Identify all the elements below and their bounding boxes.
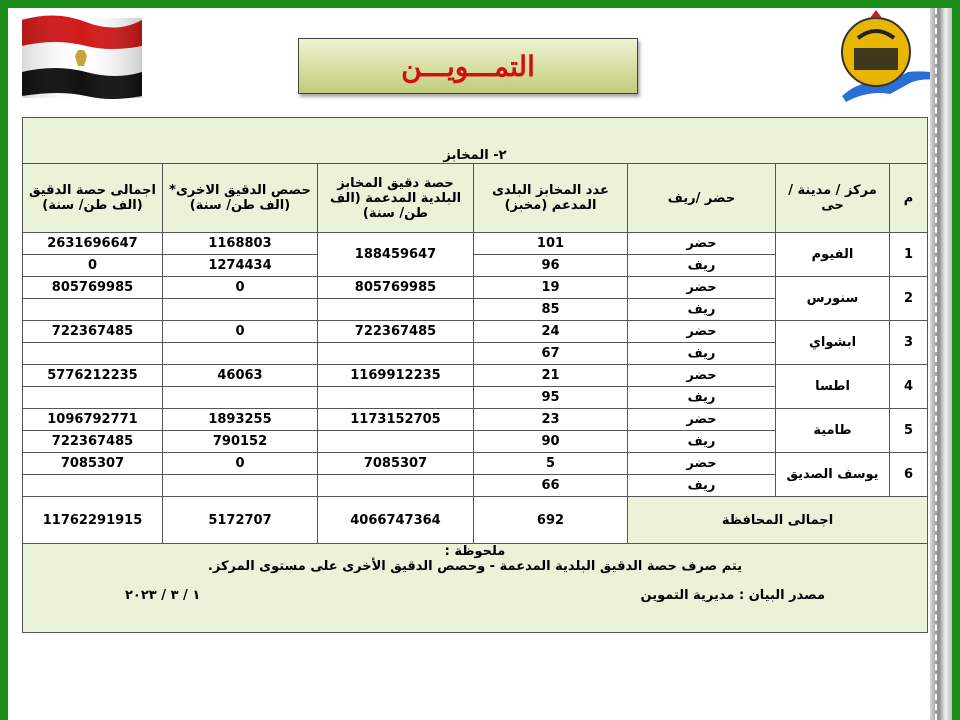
row-num: 6	[890, 453, 928, 497]
header-district: مركز / مدينة / حى	[776, 164, 890, 233]
row-num: 4	[890, 365, 928, 409]
row-other	[163, 387, 318, 409]
row-other: 790152	[163, 431, 318, 453]
decorative-side-strip	[930, 8, 952, 720]
total-bakeries: 692	[474, 497, 628, 544]
row-type: حضر	[628, 321, 776, 343]
title-box	[298, 38, 638, 94]
row-other: 1168803	[163, 233, 318, 255]
row-bakeries: 90	[474, 431, 628, 453]
row-district: اطسا	[776, 365, 890, 409]
header-other-share: حصص الدقيق الاخرى* (الف طن/ سنة)	[163, 164, 318, 233]
row-other	[163, 299, 318, 321]
row-bakeries: 21	[474, 365, 628, 387]
row-bakeries: 5	[474, 453, 628, 475]
row-other	[163, 343, 318, 365]
header-type: حضر /ريف	[628, 164, 776, 233]
row-total: 722367485	[23, 321, 163, 343]
row-bakeries: 67	[474, 343, 628, 365]
header-row	[23, 164, 928, 233]
row-total	[23, 387, 163, 409]
row-subsidized: 7085307	[318, 453, 474, 475]
row-bakeries: 95	[474, 387, 628, 409]
table-row	[23, 365, 928, 387]
row-num: 2	[890, 277, 928, 321]
row-subsidized-empty	[318, 475, 474, 497]
total-label: اجمالى المحافظة	[628, 497, 928, 544]
row-subsidized: 1173152705	[318, 409, 474, 431]
row-other: 1274434	[163, 255, 318, 277]
row-num: 1	[890, 233, 928, 277]
row-type: ريف	[628, 387, 776, 409]
row-num: 5	[890, 409, 928, 453]
row-type: ريف	[628, 299, 776, 321]
header-num: م	[890, 164, 928, 233]
row-type: حضر	[628, 409, 776, 431]
row-district: يوسف الصديق	[776, 453, 890, 497]
row-subsidized-empty	[318, 387, 474, 409]
row-other: 1893255	[163, 409, 318, 431]
page-title: التمـــويـــن	[401, 49, 535, 83]
total-subsidized: 4066747364	[318, 497, 474, 544]
row-subsidized-empty	[318, 431, 474, 453]
table-row	[23, 453, 928, 475]
row-bakeries: 85	[474, 299, 628, 321]
row-district: سنورس	[776, 277, 890, 321]
row-subsidized: 805769985	[318, 277, 474, 299]
total-total: 11762291915	[23, 497, 163, 544]
header-total-share: اجمالى حصة الدقيق (الف طن/ سنة)	[23, 164, 163, 233]
row-total: 0	[23, 255, 163, 277]
data-date: ١ / ٣ / ٢٠٢٣	[125, 588, 201, 603]
row-subsidized: 188459647	[318, 233, 474, 277]
row-total	[23, 299, 163, 321]
table-row	[23, 233, 928, 255]
row-type: ريف	[628, 475, 776, 497]
row-type: ريف	[628, 431, 776, 453]
row-district: الفيوم	[776, 233, 890, 277]
row-total: 2631696647	[23, 233, 163, 255]
note-heading: ملحوظة :	[444, 544, 506, 559]
row-type: ريف	[628, 255, 776, 277]
row-subsidized: 722367485	[318, 321, 474, 343]
total-other: 5172707	[163, 497, 318, 544]
row-type: ريف	[628, 343, 776, 365]
egypt-flag-icon	[16, 10, 144, 102]
table-row	[23, 277, 928, 299]
bakeries-table	[22, 117, 928, 633]
row-other: 46063	[163, 365, 318, 387]
row-type: حضر	[628, 277, 776, 299]
row-num: 3	[890, 321, 928, 365]
row-type: حضر	[628, 233, 776, 255]
governorate-emblem-icon	[832, 8, 944, 108]
row-subsidized-empty	[318, 343, 474, 365]
note-text: يتم صرف حصة الدقيق البلدية المدعمة - وحصص الدقيق الأخرى على مستوى المركز.	[207, 559, 743, 574]
row-other: 0	[163, 321, 318, 343]
row-bakeries: 66	[474, 475, 628, 497]
row-total: 805769985	[23, 277, 163, 299]
row-bakeries: 19	[474, 277, 628, 299]
row-total: 5776212235	[23, 365, 163, 387]
row-bakeries: 23	[474, 409, 628, 431]
total-row	[23, 497, 928, 544]
section-title: ٢- المخابز	[23, 118, 928, 164]
source-line	[25, 588, 925, 603]
table-row	[23, 409, 928, 431]
header-bakeries: عدد المخابز البلدى المدعم (مخبز)	[474, 164, 628, 233]
row-type: حضر	[628, 453, 776, 475]
header-subsidized-share: حصة دقيق المخابز البلدية المدعمة (الف طن/ سنة)	[318, 164, 474, 233]
row-subsidized-empty	[318, 299, 474, 321]
row-other: 0	[163, 453, 318, 475]
row-bakeries: 101	[474, 233, 628, 255]
row-total: 722367485	[23, 431, 163, 453]
row-total: 7085307	[23, 453, 163, 475]
note-cell	[23, 544, 928, 633]
row-other	[163, 475, 318, 497]
row-total	[23, 343, 163, 365]
row-other: 0	[163, 277, 318, 299]
row-district: ابشواي	[776, 321, 890, 365]
row-bakeries: 24	[474, 321, 628, 343]
section-title-row	[23, 118, 928, 164]
row-subsidized: 1169912235	[318, 365, 474, 387]
row-type: حضر	[628, 365, 776, 387]
note-row	[23, 544, 928, 633]
table-row	[23, 321, 928, 343]
row-total: 1096792771	[23, 409, 163, 431]
row-bakeries: 96	[474, 255, 628, 277]
data-source: مصدر البيان : مديرية التموين	[640, 588, 825, 603]
row-total	[23, 475, 163, 497]
row-district: طامية	[776, 409, 890, 453]
